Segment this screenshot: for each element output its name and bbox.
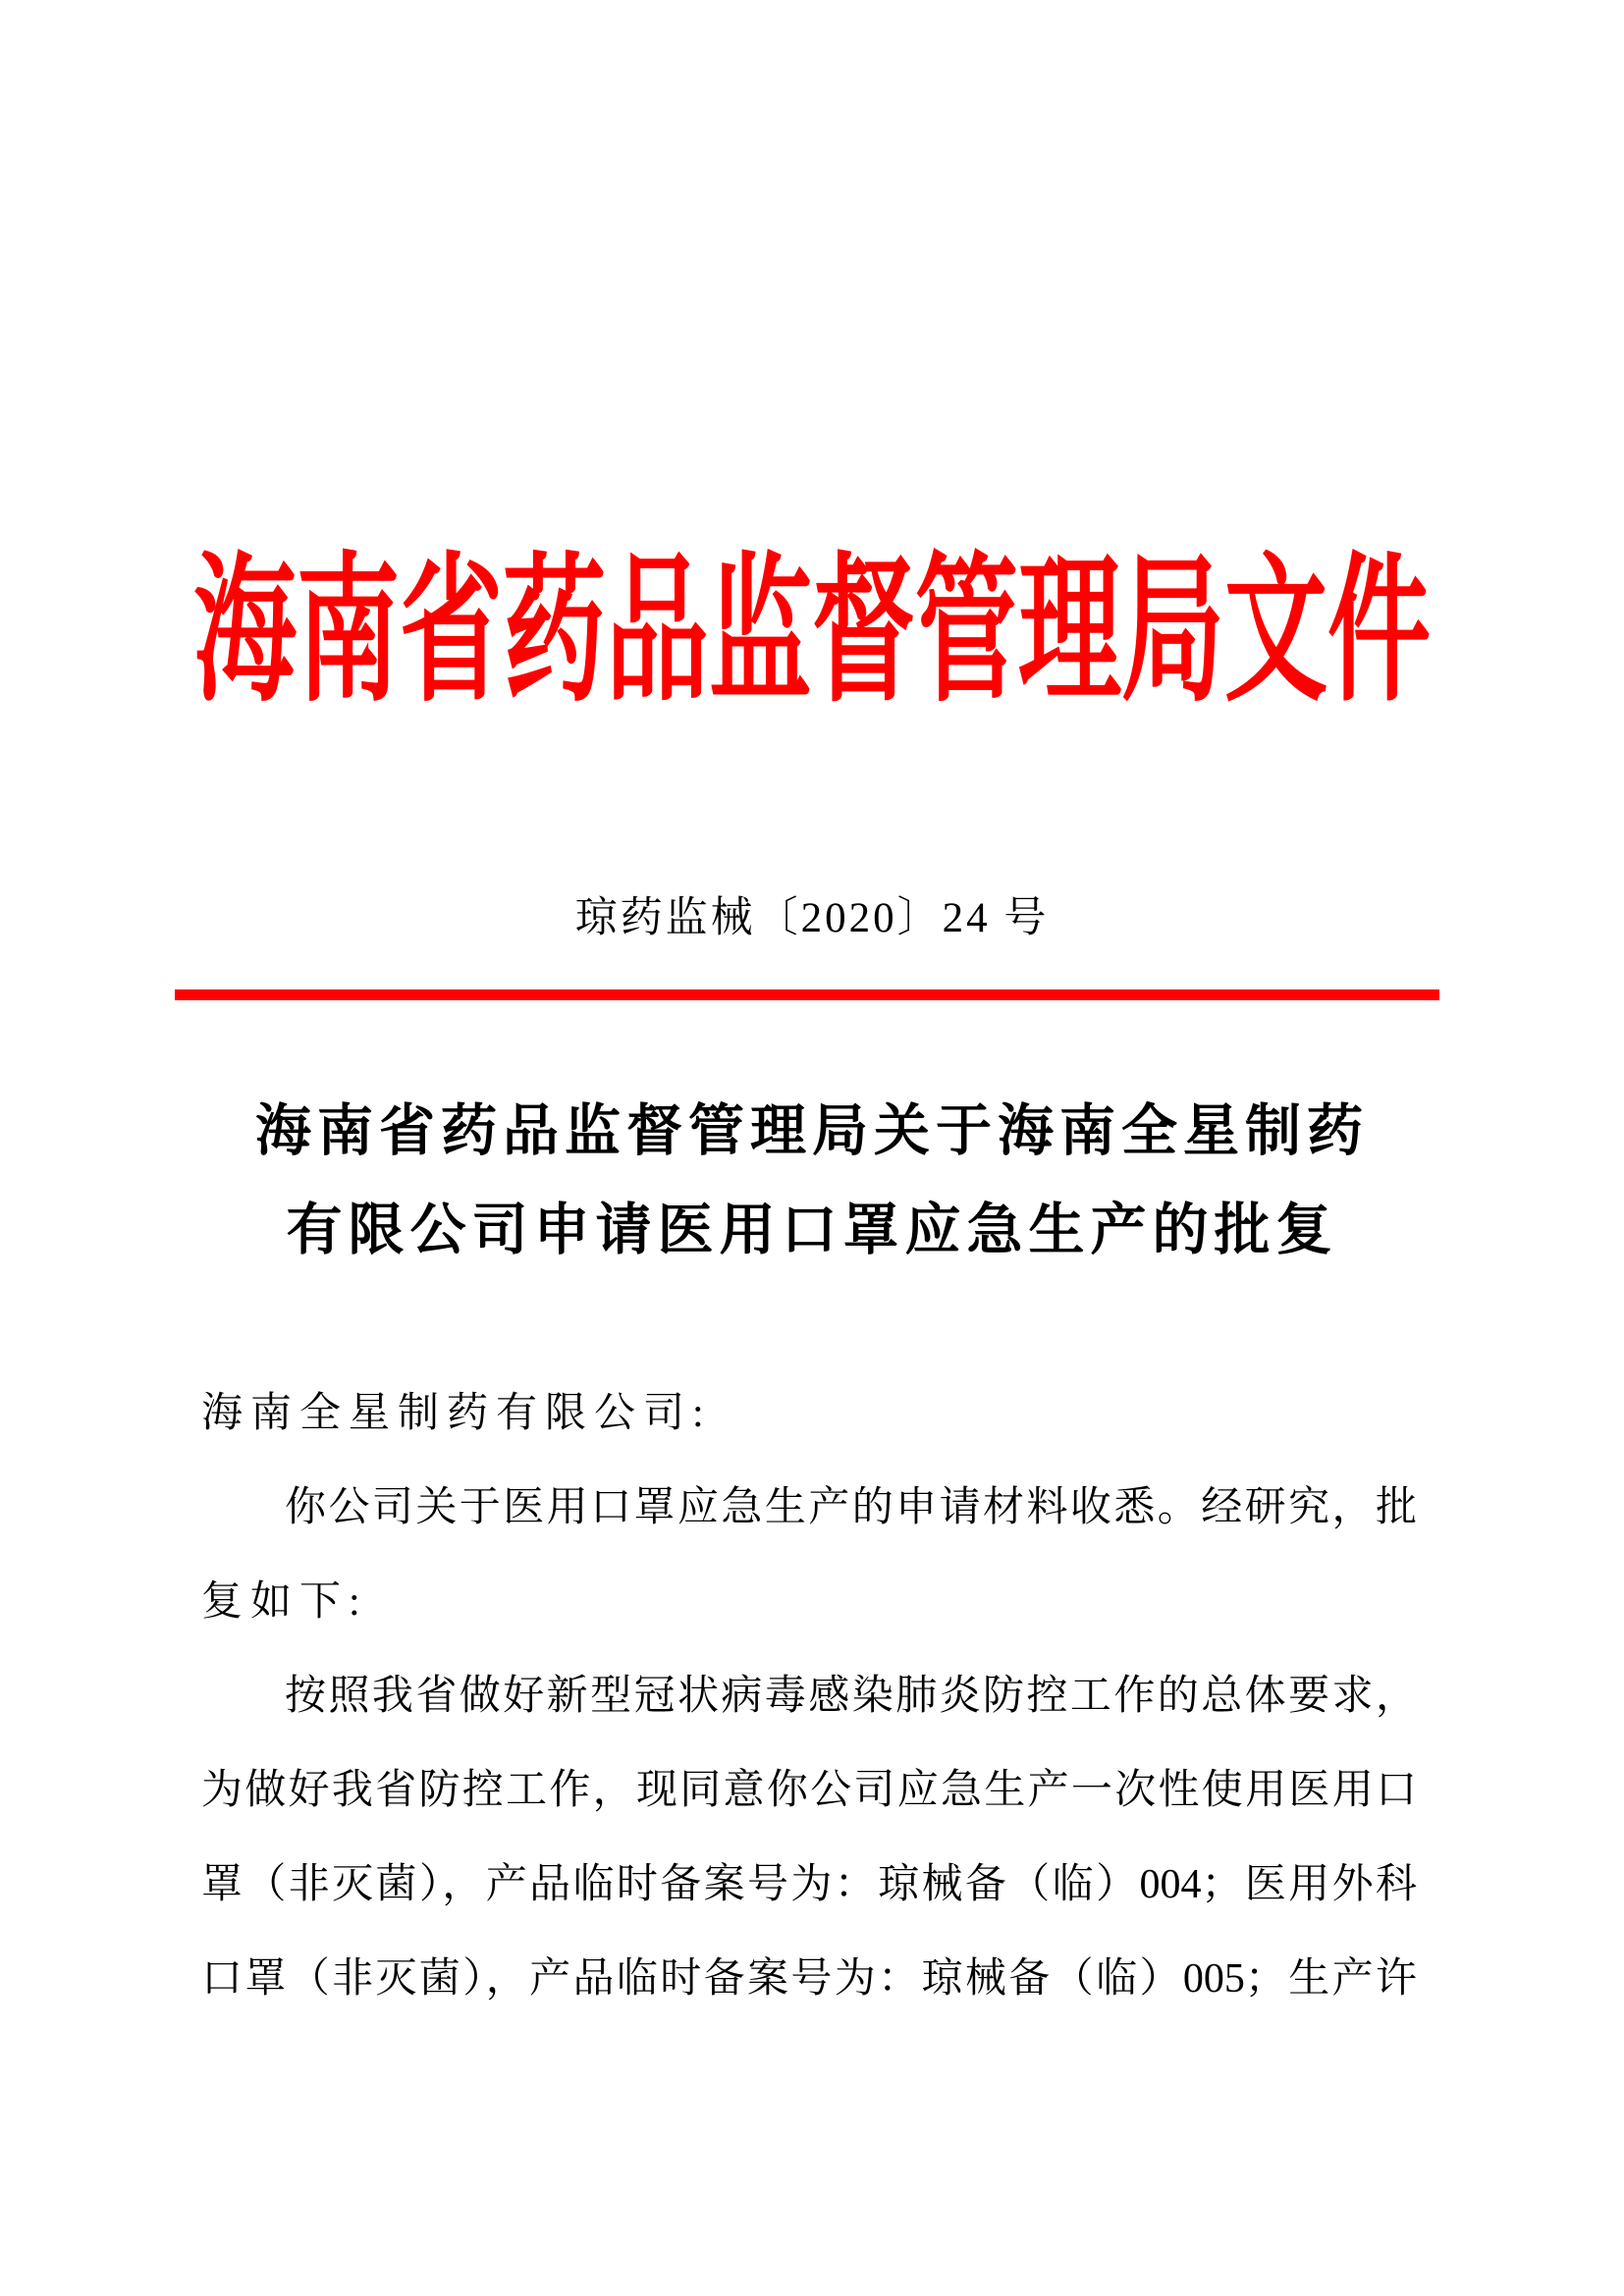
document-title-line-1: 海南省药品监督管理局关于海南全星制药 [255,1100,1369,1162]
body-line: 你公司关于医用口罩应急生产的申请材料收悉。经研究，批 [285,1485,1417,1530]
document-number: 琼药监械〔2020〕24 号 [574,895,1050,941]
body-line: 复如下: [201,1579,368,1625]
document-title-line-2: 有限公司申请医用口罩应急生产的批复 [286,1200,1338,1261]
body-line: 按照我省做好新型冠状病毒感染肺炎防控工作的总体要求， [285,1674,1417,1719]
document-body [201,1366,1417,2026]
body-line: 口罩（非灭菌），产品临时备案号为：琼械备（临）005；生产许 [201,1956,1417,2002]
body-line: 罩（非灭菌），产品临时备案号为：琼械备（临）004；医用外科 [201,1862,1417,1907]
red-divider-rule [175,989,1439,1000]
body-line: 为做好我省防控工作，现同意你公司应急生产一次性使用医用口 [201,1768,1417,1813]
document-title [0,1082,1624,1280]
agency-banner-title: 海南省药品监督管理局文件 [192,542,1431,721]
salutation-line: 海南全星制药有限公司: [201,1391,712,1436]
